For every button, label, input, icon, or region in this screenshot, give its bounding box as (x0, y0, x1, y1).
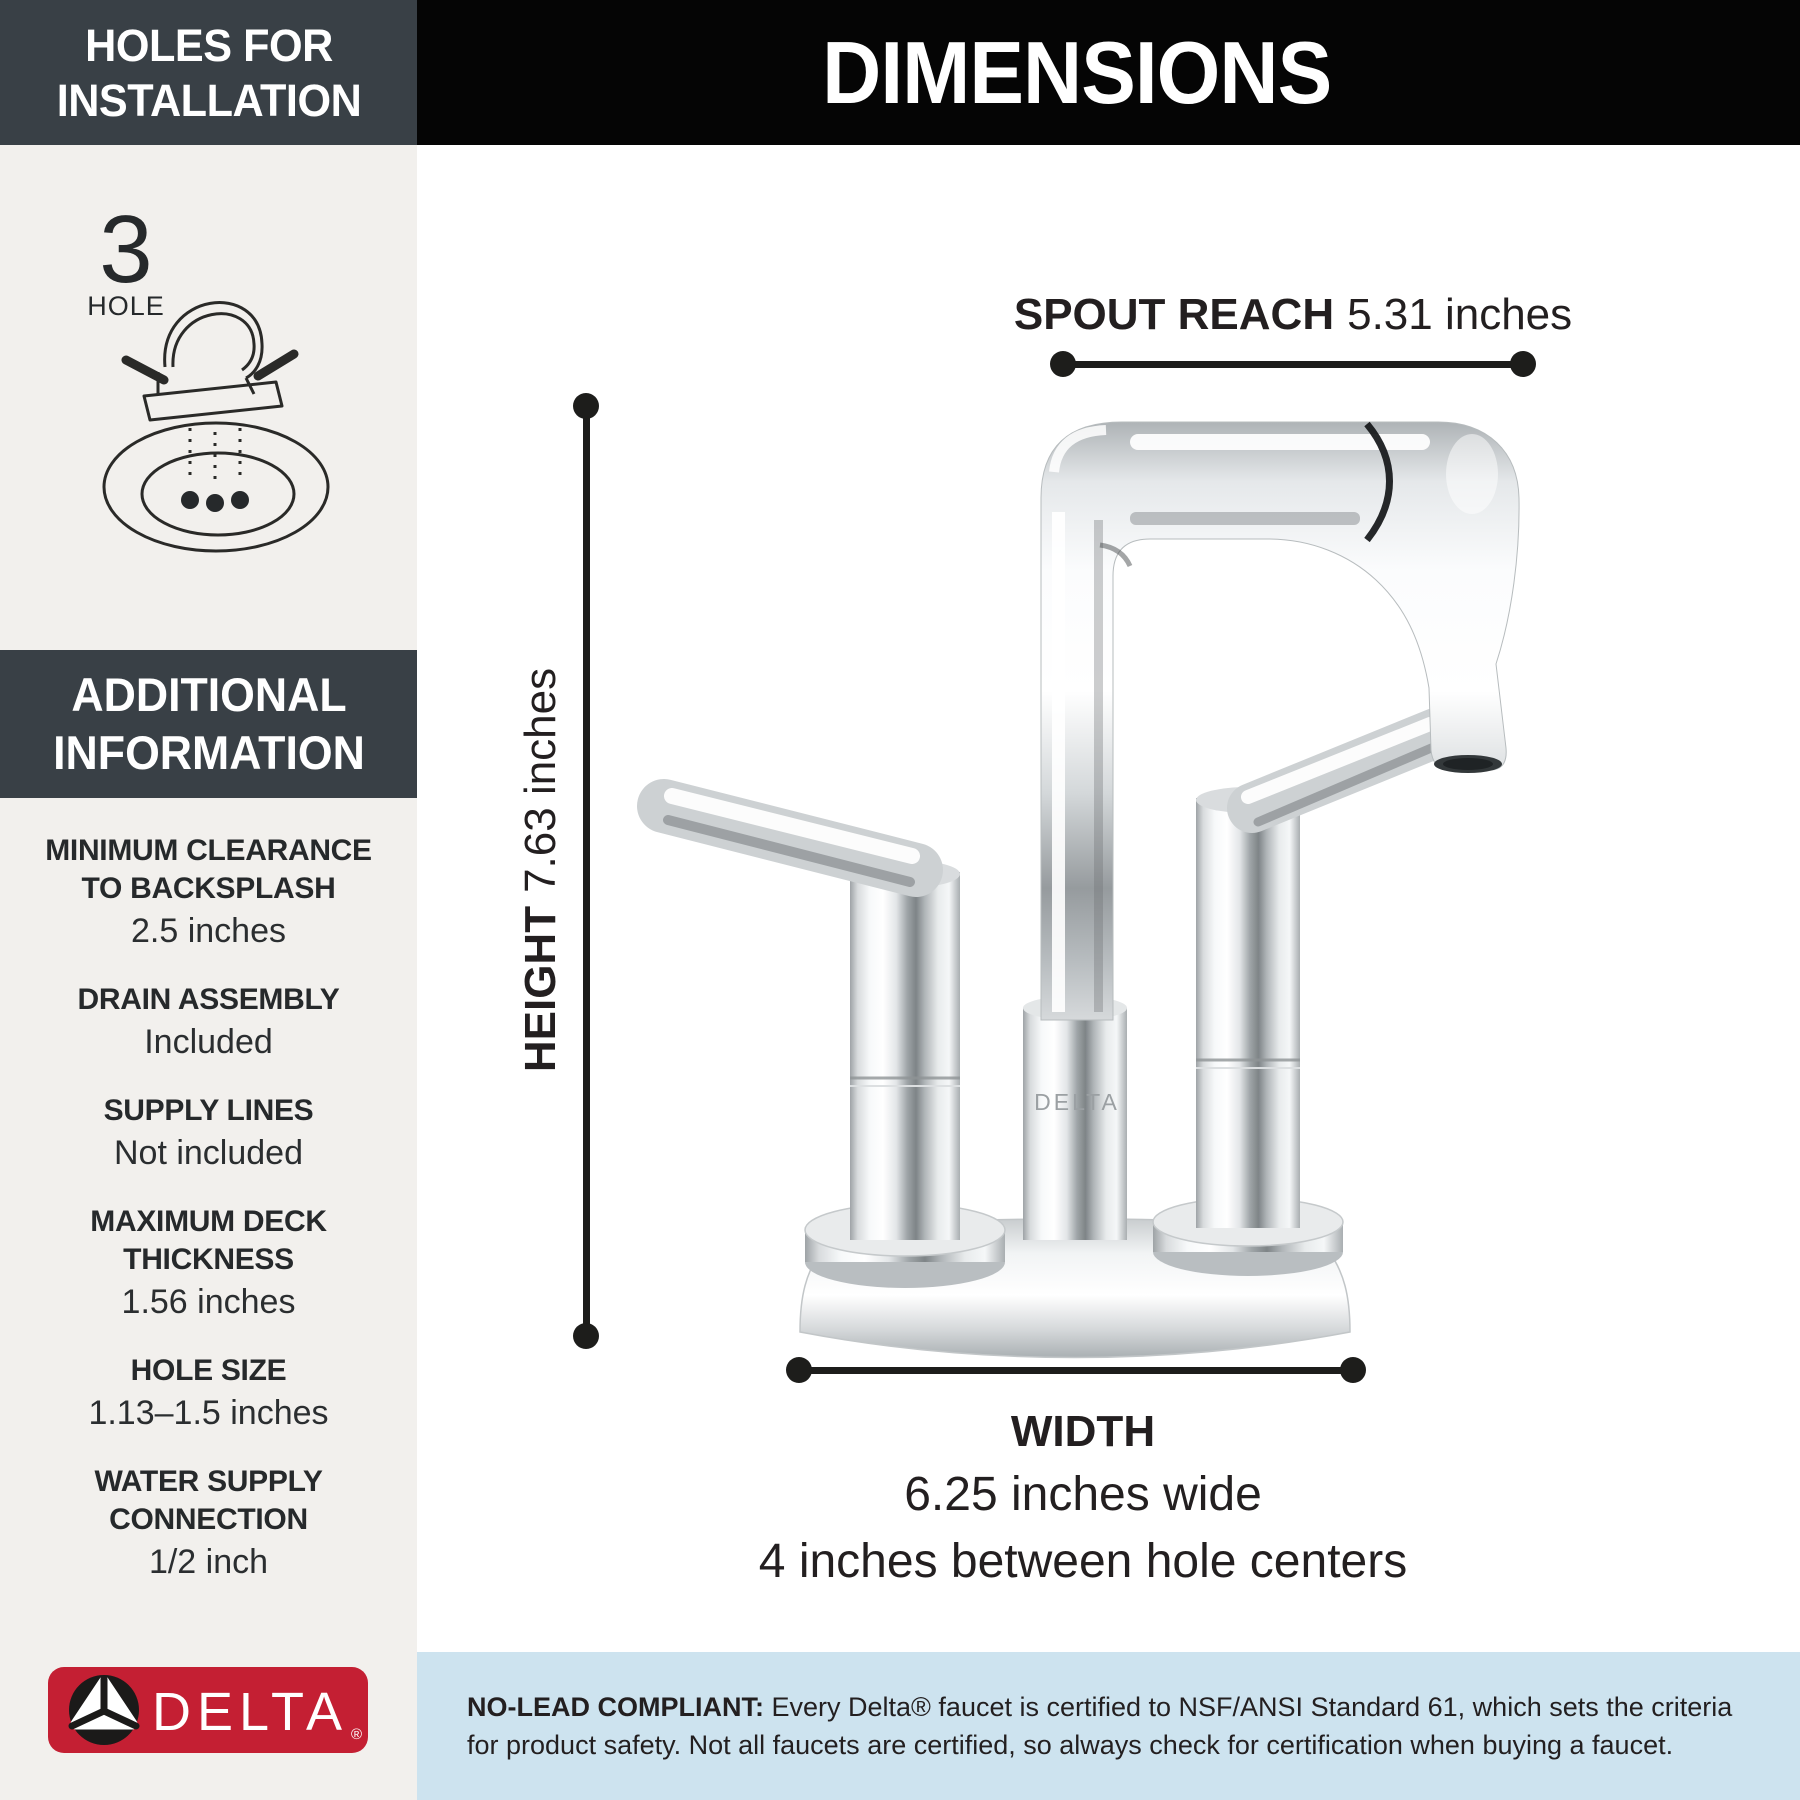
registered-mark: ® (351, 1726, 363, 1743)
spec-value: 1.13–1.5 inches (88, 1394, 329, 1432)
holes-for-installation-title: HOLES FOR INSTALLATION (56, 19, 361, 126)
spec-label: WATER SUPPLY CONNECTION (94, 1465, 323, 1536)
height-line (583, 405, 590, 1337)
right-handle (1196, 724, 1436, 1228)
width-label-block (733, 1403, 1433, 1595)
hole-dots (181, 491, 249, 512)
spec-label: MINIMUM CLEARANCE TO BACKSPLASH (45, 834, 372, 905)
spec-supply-lines (38, 1092, 379, 1176)
spec-value: Not included (113, 1134, 303, 1172)
height-value: 7.63 inches (516, 667, 565, 893)
page-title: DIMENSIONS (822, 22, 1332, 122)
spout-reach-line (1063, 361, 1523, 368)
height-title: HEIGHT (516, 905, 565, 1073)
spout-reach-title: SPOUT REACH (1013, 290, 1335, 339)
width-line (798, 1367, 1353, 1374)
height-label (511, 630, 571, 1110)
spout-reach-dot-right (1510, 351, 1536, 377)
spec-label: HOLE SIZE (130, 1354, 287, 1387)
spec-list (38, 832, 379, 1612)
width-title: WIDTH (1010, 1407, 1156, 1456)
spec-water-supply (38, 1463, 379, 1585)
spout-reach-label (993, 290, 1593, 340)
three-hole-installation-icon (8, 182, 380, 592)
width-value-1: 6.25 inches wide (904, 1468, 1262, 1521)
faucet-illustration (600, 360, 1560, 1380)
spec-drain-assembly (38, 981, 379, 1065)
height-dot-bottom (573, 1323, 599, 1349)
no-lead-compliance-text (467, 1688, 1752, 1764)
spec-deck-thickness (38, 1203, 379, 1325)
spec-label: DRAIN ASSEMBLY (77, 983, 340, 1016)
delta-etch: DELTA (1034, 1089, 1120, 1115)
no-lead-compliance-bar (417, 1652, 1800, 1800)
nozzle-opening (1434, 755, 1502, 773)
left-handle (664, 796, 960, 1240)
delta-logo (48, 1667, 368, 1753)
spout-reach-dot-left (1050, 351, 1076, 377)
spec-min-clearance (38, 832, 379, 954)
spout-reach-value: 5.31 inches (1347, 290, 1573, 339)
spec-value: 1.56 inches (121, 1283, 296, 1321)
hole-guide-lines (190, 428, 240, 486)
additional-information-header (0, 650, 417, 798)
width-value-2: 4 inches between hole centers (758, 1535, 1408, 1588)
height-dot-top (573, 393, 599, 419)
width-dot-left (786, 1357, 812, 1383)
spec-label: MAXIMUM DECK THICKNESS (90, 1205, 327, 1276)
riser-base (1023, 996, 1127, 1240)
width-dot-right (1340, 1357, 1366, 1383)
spec-value: 2.5 inches (131, 912, 286, 950)
spec-hole-size (38, 1352, 379, 1436)
hole-count: 3 (99, 196, 153, 303)
no-lead-rest: Every Delta® faucet is certified to NSF/ANSI Standard 61, which sets the criteria for product safety. Not all faucets are certified, so always check for certification when buying a faucet. (467, 1692, 1733, 1760)
hole-label: HOLE (87, 291, 165, 321)
sink-outline (104, 423, 328, 551)
spec-value: 1/2 inch (148, 1543, 269, 1581)
spec-value: Included (144, 1023, 273, 1061)
holes-for-installation-header (0, 0, 417, 145)
dimensions-header (417, 0, 1737, 145)
no-lead-bold: NO-LEAD COMPLIANT: (467, 1692, 764, 1722)
delta-wordmark: DELTA (151, 1682, 349, 1742)
spec-label: SUPPLY LINES (103, 1094, 314, 1127)
additional-information-title: ADDITIONAL INFORMATION (52, 668, 365, 779)
